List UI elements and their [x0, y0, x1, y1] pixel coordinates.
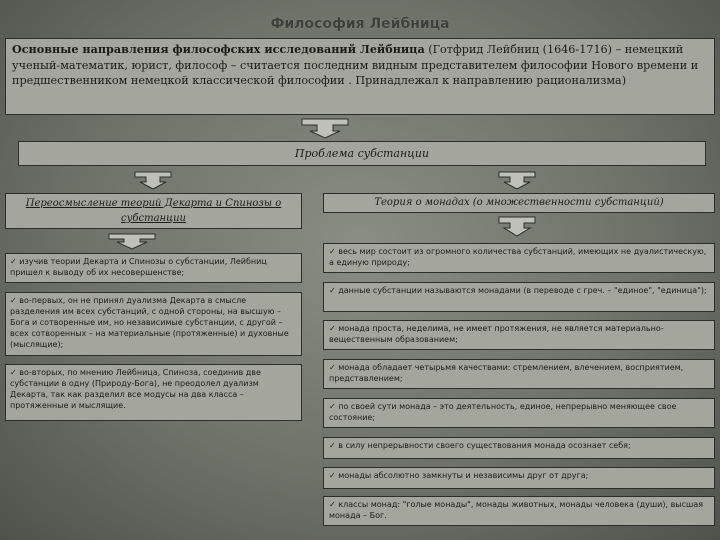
- left-item: [5, 253, 302, 283]
- right-item-text: в силу непрерывности своего существования монада осознает себя;: [338, 441, 631, 450]
- right-item-text: весь мир состоит из огромного количества субстанций, имеющих не дуалистическую, а единую природу;: [329, 247, 707, 267]
- arrow-down-icon: [300, 117, 350, 139]
- page-title: Философия Лейбница: [270, 16, 450, 32]
- left-heading: Переосмысление теорий Декарта и Спинозы о субстанции: [5, 193, 302, 229]
- check-icon: ✓: [10, 296, 17, 305]
- check-icon: ✓: [329, 441, 336, 450]
- arrow-down-icon: [497, 170, 537, 190]
- left-item: [5, 364, 302, 421]
- right-item: [323, 437, 715, 459]
- intro-box: [5, 38, 715, 115]
- right-item: [323, 282, 715, 312]
- right-item: [323, 359, 715, 389]
- intro-text: (Готфрид Лейбниц (1646-1716) – немецкий ученый-математик, юрист, философ – считается последним видным представителем философии Нового времени и предшественником немецкой классической философии . Принадлежал к направлению рационализма): [12, 43, 699, 87]
- check-icon: ✓: [329, 500, 336, 509]
- right-item: [323, 398, 715, 428]
- arrow-down-icon: [107, 232, 157, 250]
- arrow-down-icon: [133, 170, 173, 190]
- right-item-text: монада проста, неделима, не имеет протяжения, не является материально-вещественным образованием;: [329, 324, 664, 344]
- right-item: [323, 496, 715, 526]
- arrow-down-icon: [497, 215, 537, 237]
- check-icon: ✓: [329, 471, 336, 480]
- intro-bold-lead: Основные направления философских исследований Лейбница: [12, 42, 425, 56]
- right-item-text: монады абсолютно замкнуты и независимы друг от друга;: [338, 471, 589, 480]
- left-item: [5, 292, 302, 356]
- right-item-text: монада обладает четырьмя качествами: стремлением, влечением, восприятием, представлением;: [329, 363, 684, 383]
- check-icon: ✓: [329, 286, 336, 295]
- check-icon: ✓: [10, 368, 17, 377]
- check-icon: ✓: [10, 257, 17, 266]
- right-heading: Теория о монадах (о множественности субстанций): [323, 193, 715, 213]
- problem-box: Проблема субстанции: [18, 141, 706, 166]
- check-icon: ✓: [329, 363, 336, 372]
- left-item-text: во-вторых, по мнению Лейбница, Спиноза, соединив две субстанции в одну (Природу-Бога), не преодолел дуализм Декарта, так как разделил все модусы на два класса – протяженные и мыслящие.: [10, 368, 261, 410]
- right-item-text: данные субстанции называются монадами (в переводе с греч. – "единое", "единица");: [338, 286, 707, 295]
- right-item: [323, 320, 715, 350]
- check-icon: ✓: [329, 402, 336, 411]
- right-item: [323, 467, 715, 489]
- check-icon: ✓: [329, 247, 336, 256]
- right-item-text: по своей сути монада – это деятельность, единое, непрерывно меняющее свое состояние;: [329, 402, 677, 422]
- left-item-text: во-первых, он не принял дуализма Декарта в смысле разделения им всех субстанций, с одной стороны, на высшую – Бога и сотворенные им, но независимые субстанции, с другой – всех сотворенных – на материальные (протяженные) и духовные (мыслящие);: [10, 296, 289, 349]
- check-icon: ✓: [329, 324, 336, 333]
- left-item-text: изучив теории Декарта и Спинозы о субстанции, Лейбниц пришел к выводу об их несовершенстве;: [10, 257, 267, 277]
- right-item: [323, 243, 715, 273]
- right-item-text: классы монад: "голые монады", монады животных, монады человека (души), высшая монада – Бог.: [329, 500, 704, 520]
